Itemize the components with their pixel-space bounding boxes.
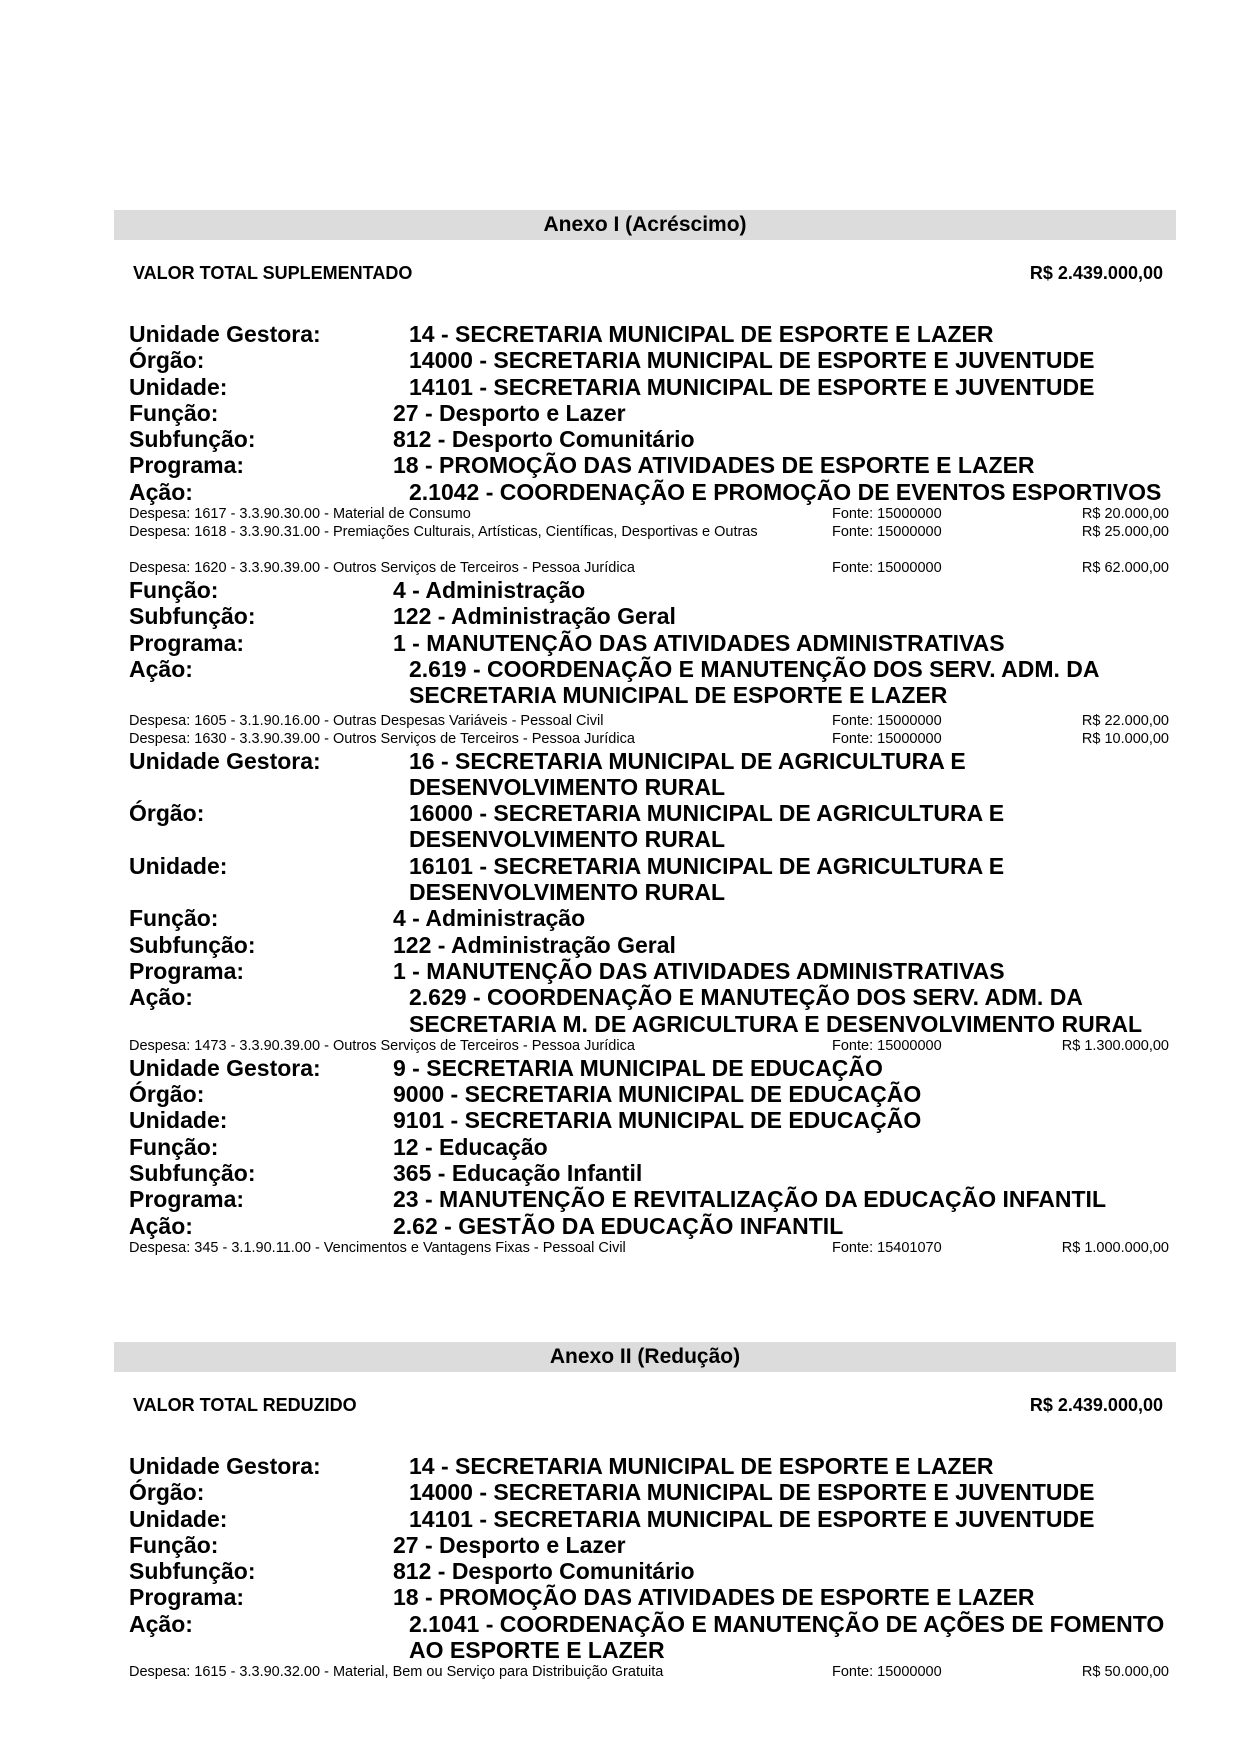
funcao-row bbox=[129, 905, 1169, 931]
subfuncao-row bbox=[129, 1558, 1169, 1584]
expense-row bbox=[129, 559, 1169, 577]
expense-source: Fonte: 15000000 bbox=[832, 524, 942, 541]
expense-source: Fonte: 15000000 bbox=[832, 1037, 942, 1054]
field-value: 14101 - SECRETARIA MUNICIPAL DE ESPORTE E JUVENTUDE bbox=[409, 1505, 1095, 1532]
acao-row bbox=[129, 1611, 1169, 1664]
expense-row bbox=[129, 1663, 1169, 1681]
field-label: Função: bbox=[129, 1531, 219, 1558]
unidade-gestora-row bbox=[129, 321, 1169, 347]
expense-source: Fonte: 15000000 bbox=[832, 1664, 942, 1681]
field-value: 16000 - SECRETARIA MUNICIPAL DE AGRICULTURA E DESENVOLVIMENTO RURAL bbox=[409, 800, 1005, 853]
field-label: Ação: bbox=[129, 1610, 193, 1637]
unidade-gestora-row bbox=[129, 1453, 1169, 1479]
field-label: Unidade: bbox=[129, 1505, 228, 1532]
field-label: Função: bbox=[129, 905, 219, 932]
expense-source: Fonte: 15401070 bbox=[832, 1239, 942, 1256]
total-value: R$ 2.439.000,00 bbox=[1029, 263, 1163, 283]
total-label: VALOR TOTAL SUPLEMENTADO bbox=[133, 263, 413, 283]
field-label: Ação: bbox=[129, 984, 193, 1011]
field-label: Função: bbox=[129, 399, 219, 426]
expense-row bbox=[129, 523, 1169, 559]
expense-amount: R$ 20.000,00 bbox=[1081, 506, 1169, 523]
field-label: Programa: bbox=[129, 452, 245, 479]
acao-row bbox=[129, 1213, 1169, 1239]
field-value: 14 - SECRETARIA MUNICIPAL DE ESPORTE E LAZER bbox=[409, 1453, 994, 1479]
expense-source: Fonte: 15000000 bbox=[832, 506, 942, 523]
field-value: 12 - Educação bbox=[393, 1133, 548, 1160]
subfuncao-row bbox=[129, 932, 1169, 958]
field-value: 27 - Desporto e Lazer bbox=[393, 1531, 626, 1558]
expense-description: Despesa: 345 - 3.1.90.11.00 - Vencimentos e Vantagens Fixas - Pessoal Civil bbox=[129, 1239, 626, 1256]
field-label: Subfunção: bbox=[129, 1160, 256, 1187]
field-label: Subfunção: bbox=[129, 1558, 256, 1585]
funcao-row bbox=[129, 577, 1169, 603]
expense-row bbox=[129, 712, 1169, 730]
expense-amount: R$ 1.300.000,00 bbox=[1061, 1037, 1169, 1054]
field-value: 14101 - SECRETARIA MUNICIPAL DE ESPORTE E JUVENTUDE bbox=[409, 373, 1095, 400]
field-value: 14000 - SECRETARIA MUNICIPAL DE ESPORTE E JUVENTUDE bbox=[409, 1479, 1095, 1506]
field-label: Unidade: bbox=[129, 1107, 228, 1134]
field-label: Subfunção: bbox=[129, 603, 256, 630]
field-label: Órgão: bbox=[129, 1081, 205, 1108]
expense-description: Despesa: 1617 - 3.3.90.30.00 - Material de Consumo bbox=[129, 506, 471, 523]
unidade-row bbox=[129, 374, 1169, 400]
field-value: 1 - MANUTENÇÃO DAS ATIVIDADES ADMINISTRATIVAS bbox=[393, 629, 1005, 656]
field-label: Programa: bbox=[129, 629, 245, 656]
field-label: Ação: bbox=[129, 655, 193, 682]
field-value: 2.62 - GESTÃO DA EDUCAÇÃO INFANTIL bbox=[393, 1212, 844, 1239]
expense-amount: R$ 62.000,00 bbox=[1081, 560, 1169, 577]
field-label: Unidade Gestora: bbox=[129, 747, 321, 774]
programa-row bbox=[129, 1584, 1169, 1610]
programa-row bbox=[129, 630, 1169, 656]
acao-row bbox=[129, 479, 1169, 505]
unidade-gestora-row bbox=[129, 748, 1169, 801]
unidade-row bbox=[129, 1506, 1169, 1532]
field-value: 18 - PROMOÇÃO DAS ATIVIDADES DE ESPORTE E LAZER bbox=[393, 1584, 1035, 1611]
field-label: Órgão: bbox=[129, 347, 205, 374]
field-label: Unidade: bbox=[129, 852, 228, 879]
field-value: 23 - MANUTENÇÃO E REVITALIZAÇÃO DA EDUCAÇÃO INFANTIL bbox=[393, 1186, 1106, 1213]
programa-row bbox=[129, 1186, 1169, 1212]
expense-description: Despesa: 1630 - 3.3.90.39.00 - Outros Serviços de Terceiros - Pessoa Jurídica bbox=[129, 730, 635, 747]
field-value: 9 - SECRETARIA MUNICIPAL DE EDUCAÇÃO bbox=[393, 1054, 883, 1081]
field-label: Ação: bbox=[129, 478, 193, 505]
expense-description: Despesa: 1615 - 3.3.90.32.00 - Material, Bem ou Serviço para Distribuição Gratuita bbox=[129, 1664, 664, 1681]
expense-description: Despesa: 1473 - 3.3.90.39.00 - Outros Serviços de Terceiros - Pessoa Jurídica bbox=[129, 1037, 635, 1054]
field-value: 2.1041 - COORDENAÇÃO E MANUTENÇÃO DE AÇÕES DE FOMENTO AO ESPORTE E LAZER bbox=[409, 1610, 1165, 1664]
field-label: Subfunção: bbox=[129, 931, 256, 958]
subfuncao-row bbox=[129, 426, 1169, 452]
field-value: 2.619 - COORDENAÇÃO E MANUTENÇÃO DOS SERV. ADM. DA SECRETARIA MUNICIPAL DE ESPORTE E LAZER bbox=[409, 655, 1099, 709]
field-value: 16101 - SECRETARIA MUNICIPAL DE AGRICULTURA E DESENVOLVIMENTO RURAL bbox=[409, 852, 1005, 906]
funcao-row bbox=[129, 1532, 1169, 1558]
expense-row bbox=[129, 505, 1169, 523]
field-value: 27 - Desporto e Lazer bbox=[393, 399, 626, 426]
field-value: 9101 - SECRETARIA MUNICIPAL DE EDUCAÇÃO bbox=[393, 1107, 922, 1134]
expense-amount: R$ 10.000,00 bbox=[1081, 730, 1169, 747]
field-value: 4 - Administração bbox=[393, 577, 586, 604]
field-label: Programa: bbox=[129, 1584, 245, 1611]
expense-source: Fonte: 15000000 bbox=[832, 730, 942, 747]
field-label: Função: bbox=[129, 1133, 219, 1160]
unidade-gestora-row bbox=[129, 1055, 1169, 1081]
field-label: Subfunção: bbox=[129, 426, 256, 453]
expense-source: Fonte: 15000000 bbox=[832, 560, 942, 577]
annex-2-total bbox=[133, 1395, 1163, 1419]
expense-description: Despesa: 1605 - 3.1.90.16.00 - Outras Despesas Variáveis - Pessoal Civil bbox=[129, 712, 604, 729]
total-value: R$ 2.439.000,00 bbox=[1029, 1395, 1163, 1415]
unidade-row bbox=[129, 853, 1169, 906]
expense-description: Despesa: 1618 - 3.3.90.31.00 - Premiações Culturais, Artísticas, Científicas, Desportivas e Outras bbox=[129, 524, 758, 541]
acao-row bbox=[129, 984, 1169, 1037]
field-label: Ação: bbox=[129, 1212, 193, 1239]
field-label: Programa: bbox=[129, 957, 245, 984]
expense-amount: R$ 50.000,00 bbox=[1081, 1664, 1169, 1681]
field-value: 812 - Desporto Comunitário bbox=[393, 426, 695, 453]
field-value: 122 - Administração Geral bbox=[393, 603, 676, 630]
expense-description: Despesa: 1620 - 3.3.90.39.00 - Outros Serviços de Terceiros - Pessoa Jurídica bbox=[129, 560, 635, 577]
field-value: 4 - Administração bbox=[393, 905, 586, 932]
programa-row bbox=[129, 958, 1169, 984]
field-value: 2.629 - COORDENAÇÃO E MANUTEÇÃO DOS SERV. ADM. DA SECRETARIA M. DE AGRICULTURA E DESENVOLVIMENTO RURAL bbox=[409, 984, 1143, 1037]
field-value: 1 - MANUTENÇÃO DAS ATIVIDADES ADMINISTRATIVAS bbox=[393, 957, 1005, 984]
annex-1-body bbox=[129, 321, 1169, 1257]
annex-2-title: Anexo II (Redução) bbox=[114, 1342, 1176, 1372]
funcao-row bbox=[129, 1134, 1169, 1160]
field-value: 16 - SECRETARIA MUNICIPAL DE AGRICULTURA E DESENVOLVIMENTO RURAL bbox=[409, 747, 966, 800]
expense-amount: R$ 25.000,00 bbox=[1081, 524, 1169, 541]
field-value: 812 - Desporto Comunitário bbox=[393, 1558, 695, 1585]
expense-amount: R$ 22.000,00 bbox=[1081, 712, 1169, 729]
field-value: 14000 - SECRETARIA MUNICIPAL DE ESPORTE E JUVENTUDE bbox=[409, 347, 1095, 374]
expense-row bbox=[129, 1239, 1169, 1257]
annex-1-total bbox=[133, 263, 1163, 287]
subfuncao-row bbox=[129, 603, 1169, 629]
annex-2-body bbox=[129, 1453, 1169, 1681]
funcao-row bbox=[129, 400, 1169, 426]
total-label: VALOR TOTAL REDUZIDO bbox=[133, 1395, 357, 1415]
acao-row bbox=[129, 656, 1169, 709]
orgao-row bbox=[129, 347, 1169, 373]
expense-amount: R$ 1.000.000,00 bbox=[1061, 1239, 1169, 1256]
annex-1-title: Anexo I (Acréscimo) bbox=[114, 210, 1176, 240]
programa-row bbox=[129, 452, 1169, 478]
field-label: Unidade Gestora: bbox=[129, 321, 321, 347]
field-label: Função: bbox=[129, 577, 219, 604]
field-value: 365 - Educação Infantil bbox=[393, 1160, 643, 1187]
field-label: Órgão: bbox=[129, 800, 205, 827]
expense-row bbox=[129, 1037, 1169, 1055]
field-label: Programa: bbox=[129, 1186, 245, 1213]
field-value: 2.1042 - COORDENAÇÃO E PROMOÇÃO DE EVENTOS ESPORTIVOS bbox=[409, 478, 1162, 505]
field-label: Unidade Gestora: bbox=[129, 1453, 321, 1479]
field-value: 14 - SECRETARIA MUNICIPAL DE ESPORTE E LAZER bbox=[409, 321, 994, 347]
subfuncao-row bbox=[129, 1160, 1169, 1186]
field-value: 122 - Administração Geral bbox=[393, 931, 676, 958]
orgao-row bbox=[129, 1081, 1169, 1107]
field-label: Unidade: bbox=[129, 373, 228, 400]
expense-source: Fonte: 15000000 bbox=[832, 712, 942, 729]
field-label: Unidade Gestora: bbox=[129, 1054, 321, 1081]
expense-row bbox=[129, 730, 1169, 748]
unidade-row bbox=[129, 1107, 1169, 1133]
field-value: 9000 - SECRETARIA MUNICIPAL DE EDUCAÇÃO bbox=[393, 1081, 922, 1108]
field-label: Órgão: bbox=[129, 1479, 205, 1506]
field-value: 18 - PROMOÇÃO DAS ATIVIDADES DE ESPORTE E LAZER bbox=[393, 452, 1035, 479]
orgao-row bbox=[129, 1479, 1169, 1505]
orgao-row bbox=[129, 800, 1169, 853]
